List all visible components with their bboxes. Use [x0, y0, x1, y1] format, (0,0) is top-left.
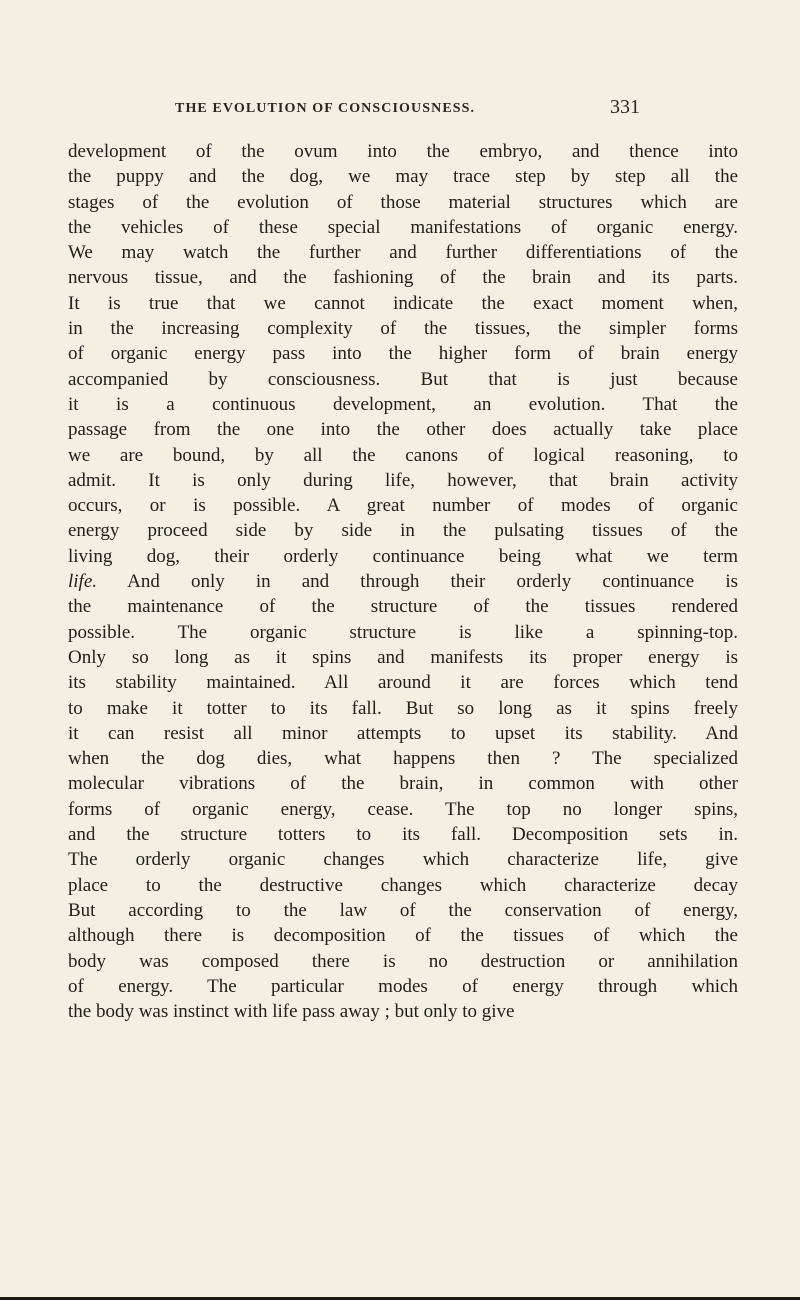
text-line: the body was instinct with life pass away ; but only to give — [68, 1001, 515, 1023]
text-line: in the increasing complexity of the tissues, the simpler forms — [68, 318, 738, 340]
text-line: We may watch the further and further differentiations of the — [68, 242, 738, 264]
text-line: possible. The organic structure is like a spinning-top. — [68, 621, 738, 643]
text-line: living dog, their orderly continuance being what we term — [68, 545, 738, 567]
text-line: passage from the one into the other does actually take place — [68, 419, 738, 441]
text-line: and the structure totters to its fall. Decomposition sets in. — [68, 824, 738, 846]
text-line: it can resist all minor attempts to upset its stability. And — [68, 722, 738, 744]
text-line: the maintenance of the structure of the tissues rendered — [68, 596, 738, 618]
text-line: it is a continuous development, an evolution. That the — [68, 393, 738, 415]
text-line: occurs, or is possible. A great number of modes of organic — [68, 495, 738, 517]
text-line: accompanied by consciousness. But that is just because — [68, 368, 738, 390]
text-line: its stability maintained. All around it are forces which tend — [68, 672, 738, 694]
text-line: although there is decomposition of the tissues of which the — [68, 925, 738, 947]
text-line: energy proceed side by side in the pulsating tissues of the — [68, 520, 738, 542]
italic-word: life. — [68, 571, 98, 593]
text-line: the vehicles of these special manifestations of organic energy. — [68, 216, 738, 238]
text-line: stages of the evolution of those material structures which are — [68, 191, 738, 213]
body-text — [68, 139, 738, 1024]
text-line: admit. It is only during life, however, that brain activity — [68, 469, 738, 491]
text-line: The orderly organic changes which characterize life, give — [68, 849, 738, 871]
text-line: nervous tissue, and the fashioning of the brain and its parts. — [68, 267, 738, 289]
text-line-with-italic — [68, 569, 738, 594]
text-line: molecular vibrations of the brain, in common with other — [68, 773, 738, 795]
text-line: the puppy and the dog, we may trace step by step all the — [68, 166, 738, 188]
text-line: It is true that we cannot indicate the exact moment when, — [68, 292, 738, 314]
text-line-rest: And only in and through their orderly continuance is — [127, 571, 739, 593]
page-number: 331 — [610, 96, 640, 118]
text-line: place to the destructive changes which characterize decay — [68, 874, 738, 896]
text-line: forms of organic energy, cease. The top no longer spins, — [68, 798, 738, 820]
text-line: Only so long as it spins and manifests its proper energy is — [68, 646, 738, 668]
text-line: when the dog dies, what happens then ? The specialized — [68, 748, 738, 770]
text-line: to make it totter to its fall. But so long as it spins freely — [68, 697, 738, 719]
text-line: of energy. The particular modes of energy through which — [68, 975, 738, 997]
text-line: But according to the law of the conservation of energy, — [68, 899, 738, 921]
text-line: of organic energy pass into the higher form of brain energy — [68, 343, 738, 365]
running-head: THE EVOLUTION OF CONSCIOUSNESS. — [175, 101, 476, 116]
text-line: body was composed there is no destruction or annihilation — [68, 950, 738, 972]
text-line: we are bound, by all the canons of logical reasoning, to — [68, 444, 738, 466]
text-line: development of the ovum into the embryo, and thence into — [68, 141, 738, 162]
